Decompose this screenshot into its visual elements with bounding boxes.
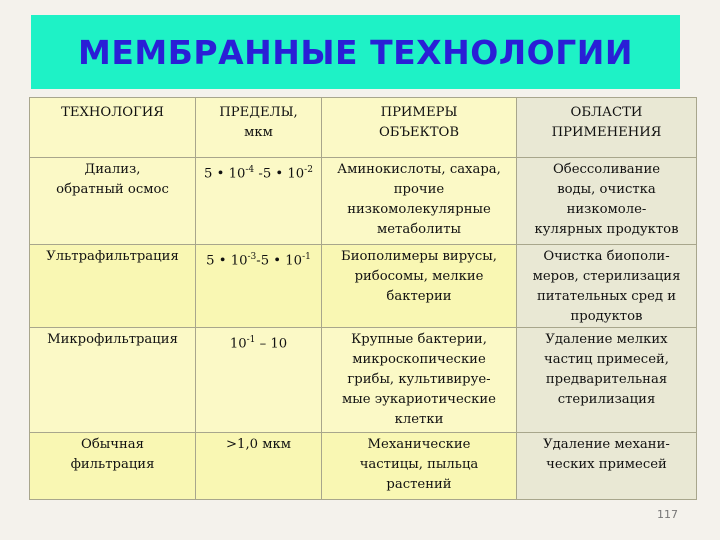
page-title: МЕМБРАННЫЕ ТЕХНОЛОГИИ	[78, 32, 633, 72]
membrane-technologies-table	[29, 97, 697, 500]
table-header-row	[30, 98, 697, 158]
cell-examples: Аминокислоты, сахара, прочие низкомолекулярные метаболиты	[322, 158, 517, 245]
header-technology: ТЕХНОЛОГИЯ	[30, 98, 196, 158]
cell-areas: Удаление механи- ческих примесей	[517, 433, 697, 500]
cell-technology: Микрофильтрация	[30, 328, 196, 433]
cell-limits: >1,0 мкм	[196, 433, 322, 500]
table-row	[30, 245, 697, 328]
cell-limits: 5 • $10^{-3}-5$ • $10^{-1}$	[196, 245, 322, 328]
page-number: 117	[657, 508, 678, 521]
table-row	[30, 328, 697, 433]
cell-limits: 5 • $10^{-4}$ -5 • $10^{-2}$	[196, 158, 322, 245]
cell-areas: Удаление мелких частиц примесей, предварительная стерилизация	[517, 328, 697, 433]
header-limits: ПРЕДЕЛЫ, мкм	[196, 98, 322, 158]
cell-technology: Обычная фильтрация	[30, 433, 196, 500]
header-areas: ОБЛАСТИ ПРИМЕНЕНИЯ	[517, 98, 697, 158]
cell-examples: Крупные бактерии, микроскопические грибы, культивируе- мые эукариотические клетки	[322, 328, 517, 433]
cell-examples: Механические частицы, пыльца растений	[322, 433, 517, 500]
table-row	[30, 433, 697, 500]
table-row	[30, 158, 697, 245]
cell-technology: Диализ, обратный осмос	[30, 158, 196, 245]
cell-areas: Обессоливание воды, очистка низкомоле- кулярных продуктов	[517, 158, 697, 245]
title-banner	[31, 15, 680, 89]
cell-areas: Очистка биополи- меров, стерилизация питательных сред и продуктов	[517, 245, 697, 328]
header-examples: ПРИМЕРЫ ОБЪЕКТОВ	[322, 98, 517, 158]
cell-technology: Ультрафильтрация	[30, 245, 196, 328]
cell-limits: $10^{-1} - 10$	[196, 328, 322, 433]
cell-examples: Биополимеры вирусы, рибосомы, мелкие бактерии	[322, 245, 517, 328]
